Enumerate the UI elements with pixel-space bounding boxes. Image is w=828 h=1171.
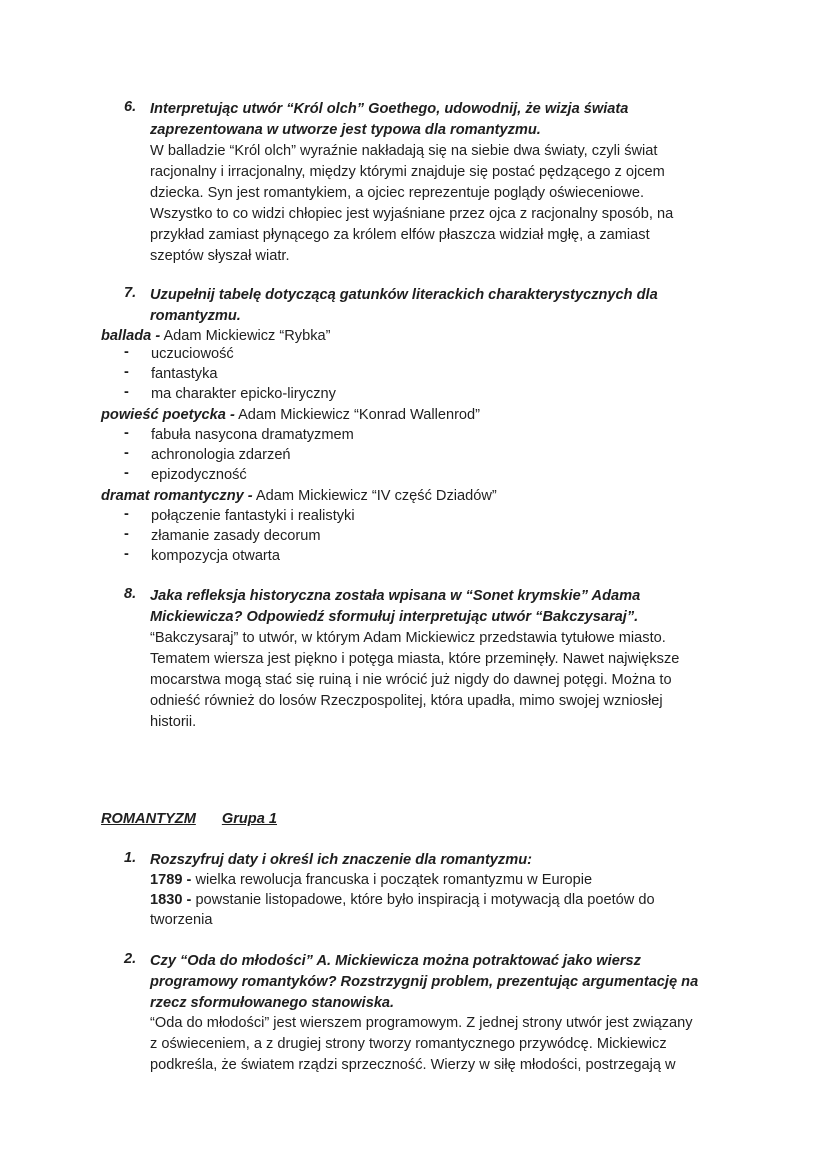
q6-answer-line-4: Wszystko to co widzi chłopiec jest wyjaśniane przez ojca z racjonalny sposób, na — [150, 206, 674, 222]
q8-answer-line-3: mocarstwa mogą stać się ruiną i nie wrócić już nigdy do dawnej potęgi. Można to — [150, 672, 672, 688]
q6-answer-line-5: przykład zamiast płynącego za królem elfów płaszcza widział mgłę, a zamiast — [150, 227, 650, 243]
g2-number: 2. — [124, 951, 137, 967]
q8-answer-line-4: odnieść również do losów Rzeczpospolitej, która upadła, mimo swojej wzniosłej — [150, 693, 663, 709]
g2-question-line-1: Czy “Oda do młodości” A. Mickiewicza można potraktować jako wiersz — [150, 953, 641, 969]
bullet-dash: - — [124, 465, 129, 481]
heading-title: ROMANTYZM — [101, 811, 196, 827]
ballada-feature-2: fantastyka — [151, 366, 218, 382]
g2-answer-line-2: z oświeceniem, a z drugiej strony tworzy romantycznego przywódcę. Mickiewicz — [150, 1036, 667, 1052]
q6-question-line-2: zaprezentowana w utworze jest typowa dla romantyzmu. — [150, 122, 541, 138]
genre-ballada — [101, 326, 331, 346]
q7-number: 7. — [124, 285, 137, 301]
q6-answer-line-2: racjonalny i irracjonalny, między którymi znajduje się postać pędzącego z ojcem — [150, 164, 665, 180]
bullet-dash: - — [124, 344, 129, 360]
genre-dramat-romantyczny — [101, 486, 497, 506]
ballada-feature-1: uczuciowość — [151, 346, 234, 362]
powiesc-feature-1: fabuła nasycona dramatyzmem — [151, 427, 354, 443]
genre-name: ballada - — [101, 328, 161, 344]
q8-answer-line-2: Tematem wiersza jest piękno i potęga miasta, które przeminęły. Nawet największe — [150, 651, 680, 667]
g1-date-2-continuation: tworzenia — [150, 912, 213, 928]
date-text: powstanie listopadowe, które było inspiracją i motywacją dla poetów do — [191, 892, 655, 908]
q8-number: 8. — [124, 586, 137, 602]
section-heading — [101, 809, 277, 829]
q7-question-line-1: Uzupełnij tabelę dotyczącą gatunków literackich charakterystycznych dla — [150, 287, 658, 303]
bullet-dash: - — [124, 445, 129, 461]
q8-answer-line-1: “Bakczysaraj” to utwór, w którym Adam Mickiewicz przedstawia tytułowe miasto. — [150, 630, 666, 646]
q8-question-line-2: Mickiewicza? Odpowiedź sformułuj interpretując utwór “Bakczysaraj”. — [150, 609, 639, 625]
q6-answer-line-1: W balladzie “Król olch” wyraźnie nakładają się na siebie dwa światy, czyli świat — [150, 143, 658, 159]
bullet-dash: - — [124, 425, 129, 441]
q6-answer-line-3: dziecka. Syn jest romantykiem, a ojciec reprezentuje poglądy oświeceniowe. — [150, 185, 644, 201]
g2-answer-line-1: “Oda do młodości” jest wierszem programowym. Z jednej strony utwór jest związany — [150, 1015, 693, 1031]
date-year: 1789 - — [150, 872, 192, 888]
genre-work: Adam Mickiewicz “IV część Dziadów” — [252, 488, 497, 504]
g2-answer-line-3: podkreśla, że światem rządzi sprzeczność. Wierzy w siłę młodości, postrzegają w — [150, 1057, 676, 1073]
genre-name: powieść poetycka - — [101, 407, 235, 423]
heading-group: Grupa 1 — [221, 811, 278, 827]
q7-question-line-2: romantyzmu. — [150, 308, 241, 324]
q6-question-line-1: Interpretując utwór “Król olch” Goethego, udowodnij, że wizja świata — [150, 101, 629, 117]
dramat-feature-2: złamanie zasady decorum — [151, 528, 321, 544]
g1-question-line-1: Rozszyfruj daty i określ ich znaczenie dla romantyzmu: — [150, 852, 532, 868]
bullet-dash: - — [124, 526, 129, 542]
g2-question-line-3: rzecz sformułowanego stanowiska. — [150, 995, 395, 1011]
q6-number: 6. — [124, 99, 137, 115]
dramat-feature-1: połączenie fantastyki i realistyki — [151, 508, 355, 524]
date-year: 1830 - — [150, 892, 192, 908]
q6-answer-line-6: szeptów słyszał wiatr. — [150, 248, 290, 264]
g1-date-2 — [150, 890, 655, 910]
g2-question-line-2: programowy romantyków? Rozstrzygnij problem, prezentując argumentację na — [150, 974, 699, 990]
g1-date-1 — [150, 870, 592, 890]
g1-number: 1. — [124, 850, 137, 866]
ballada-feature-3: ma charakter epicko-liryczny — [151, 386, 336, 402]
q8-question-line-1: Jaka refleksja historyczna została wpisana w “Sonet krymskie” Adama — [150, 588, 641, 604]
powiesc-feature-3: epizodyczność — [151, 467, 247, 483]
date-text: wielka rewolucja francuska i początek romantyzmu w Europie — [191, 872, 593, 888]
genre-powiesc-poetycka — [101, 405, 480, 425]
bullet-dash: - — [124, 384, 129, 400]
bullet-dash: - — [124, 546, 129, 562]
bullet-dash: - — [124, 506, 129, 522]
genre-work: Adam Mickiewicz “Konrad Wallenrod” — [234, 407, 481, 423]
q8-answer-line-5: historii. — [150, 714, 197, 730]
powiesc-feature-2: achronologia zdarzeń — [151, 447, 291, 463]
genre-name: dramat romantyczny - — [101, 488, 253, 504]
dramat-feature-3: kompozycja otwarta — [151, 548, 280, 564]
genre-work: Adam Mickiewicz “Rybka” — [160, 328, 331, 344]
bullet-dash: - — [124, 364, 129, 380]
